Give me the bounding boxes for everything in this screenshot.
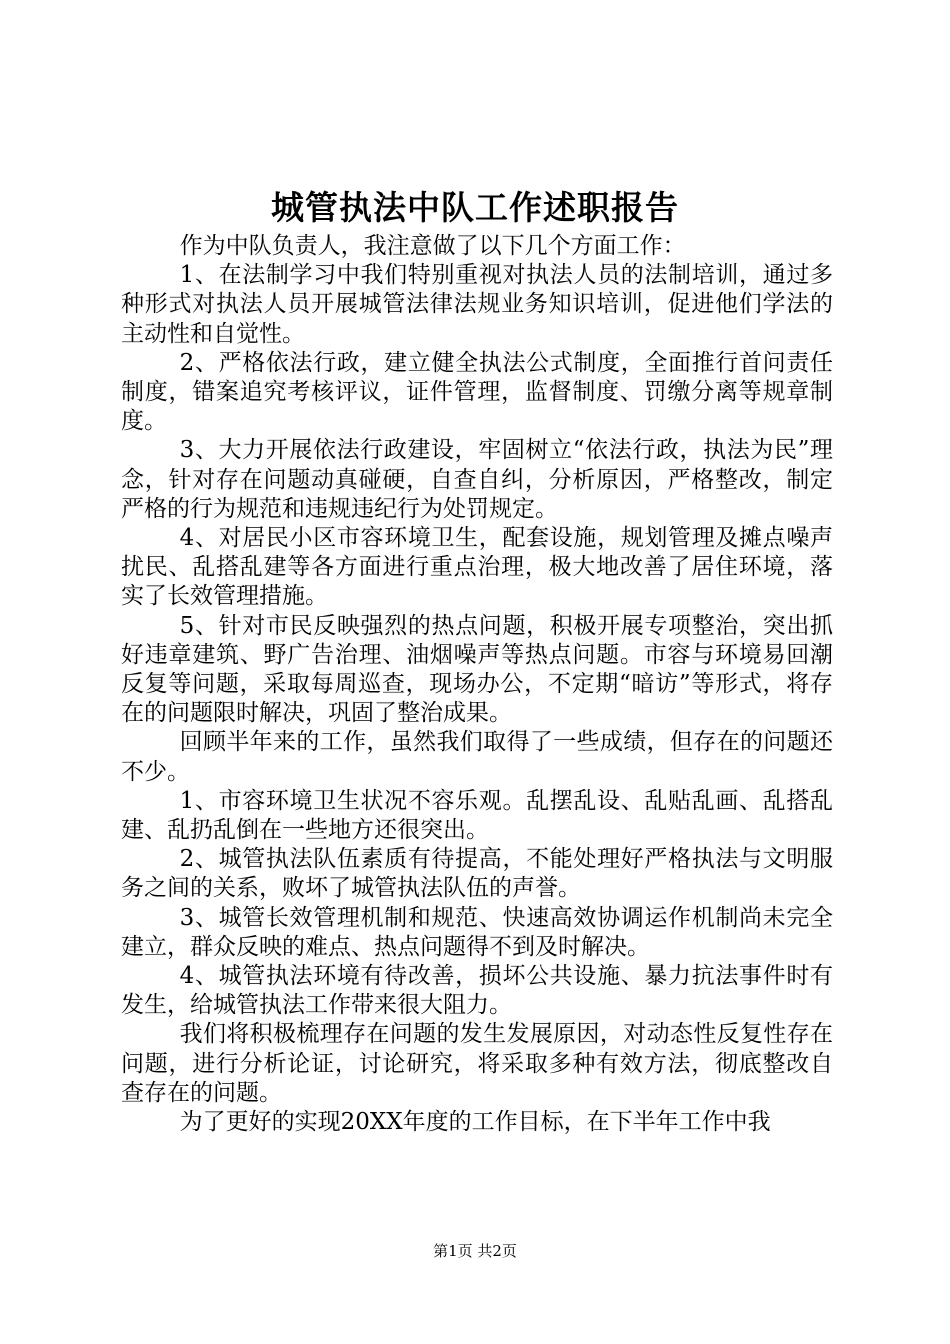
- paragraph: 回顾半年来的工作，虽然我们取得了一些成绩，但存在的问题还不少。: [121, 729, 833, 785]
- paragraph: 3、城管长效管理机制和规范、快速高效协调运作机制尚未完全建立，群众反映的难点、热点问题得不到及时解决。: [121, 904, 833, 960]
- document-title: 城管执法中队工作述职报告: [271, 188, 679, 227]
- paragraph: 2、城管执法队伍素质有待提高，不能处理好严格执法与文明服务之间的关系，败坏了城管执法队伍的声誉。: [121, 846, 833, 902]
- paragraph: 为了更好的实现20XX年度的工作目标，在下半年工作中我: [179, 1109, 771, 1136]
- paragraph: 4、城管执法环境有待改善，损坏公共设施、暴力抗法事件时有发生，给城管执法工作带来很大阻力。: [121, 963, 833, 1019]
- document-body: [121, 232, 833, 1137]
- paragraph: 作为中队负责人，我注意做了以下几个方面工作：: [179, 233, 686, 259]
- paragraph: 4、对居民小区市容环境卫生，配套设施，规划管理及摊点噪声扰民、乱搭乱建等各方面进行重点治理，极大地改善了居住环境，落实了长效管理措施。: [121, 525, 833, 610]
- page-footer: 第1页 共2页: [433, 1242, 517, 1260]
- paragraph: 3、大力开展依法行政建设，牢固树立“依法行政，执法为民”理念，针对存在问题动真碰硬，自查自纠，分析原因，严格整改，制定严格的行为规范和违规违纪行为处罚规定。: [121, 437, 833, 522]
- paragraph: 1、在法制学习中我们特别重视对执法人员的法制培训，通过多种形式对执法人员开展城管法律法规业务知识培训，促进他们学法的主动性和自觉性。: [121, 262, 833, 347]
- paragraph: 2、严格依法行政，建立健全执法公式制度，全面推行首问责任制度，错案追究考核评议，证件管理，监督制度、罚缴分离等规章制度。: [121, 349, 833, 435]
- paragraph: 1、市容环境卫生状况不容乐观。乱摆乱设、乱贴乱画、乱搭乱建、乱扔乱倒在一些地方还很突出。: [121, 787, 833, 844]
- paragraph: 5、针对市民反映强烈的热点问题，积极开展专项整治，突出抓好违章建筑、野广告治理、油烟噪声等热点问题。市容与环境易回潮反复等问题，采取每周巡查，现场办公，不定期“暗访”等形式，将存在的问题限时解决，巩固了整治成果。: [121, 612, 833, 727]
- paragraph: 我们将积极梳理存在问题的发生发展原因，对动态性反复性存在问题，进行分析论证，讨论研究，将采取多种有效方法，彻底整改自查存在的问题。: [121, 1021, 833, 1106]
